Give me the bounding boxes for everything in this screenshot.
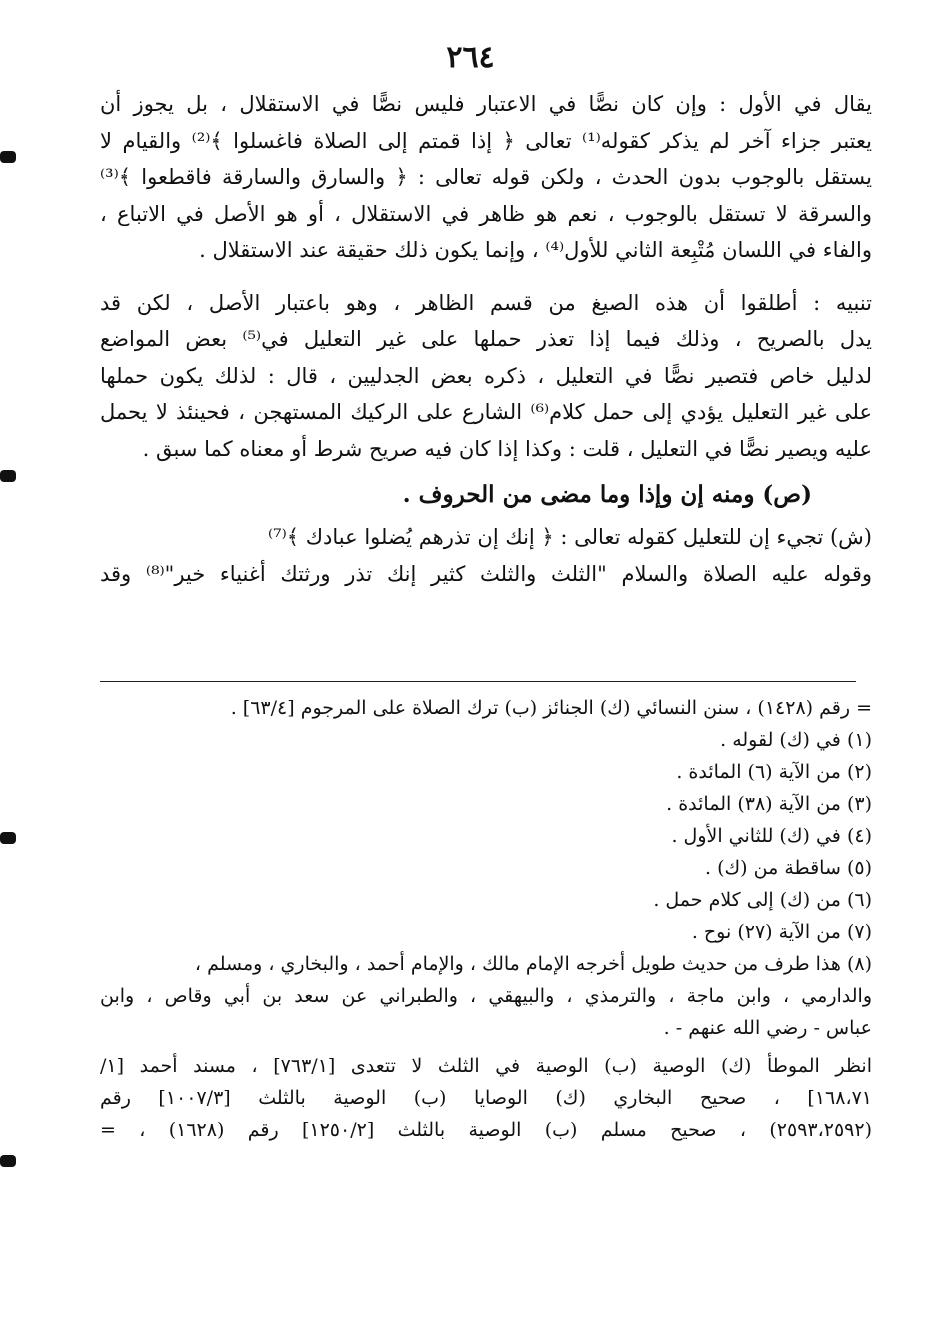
footnote-item bbox=[100, 884, 872, 916]
footnote-8-body bbox=[100, 980, 872, 1146]
text-line: عليه ويصير نصًّا في التعليل ، قلت : وكذا إذا كان فيه صريح شرط أو معناه كما سبق . bbox=[142, 436, 872, 461]
text-line: يستقل بالوجوب بدون الحدث ، ولكن قوله تعالى : ﴿ والسارق والسارقة فاقطعوا ﴾⁽³⁾ bbox=[100, 165, 872, 189]
footnote-number: (٢) bbox=[846, 761, 872, 783]
footnote-text: من (ك) إلى كلام حمل . bbox=[653, 889, 841, 911]
footnote-item bbox=[100, 852, 872, 884]
scan-binding-mark bbox=[0, 470, 16, 482]
footnote-line: عباس - رضي الله عنهم - . bbox=[663, 1017, 872, 1039]
footnote-8 bbox=[100, 948, 872, 1146]
text-line: يقال في الأول : وإن كان نصًّا في الاعتبار فليس نصًّا في الاستقلال ، بل يجوز أن bbox=[100, 92, 872, 116]
text-line: والسرقة لا تستقل بالوجوب ، نعم هو ظاهر في الاستقلال ، أو هو الأصل في الاتباع ، bbox=[100, 201, 872, 226]
footnote-ref-line: انظر الموطأ (ك) الوصية (ب) الوصية في الثلث لا تتعدى [٧٦٣/١] ، مسند أحمد [١/ bbox=[100, 1055, 872, 1077]
scan-binding-mark bbox=[0, 832, 16, 844]
footnote-number: (٣) bbox=[846, 793, 872, 815]
footnote-item bbox=[100, 756, 872, 788]
footnote-text: من الآية (٢٧) نوح . bbox=[691, 921, 841, 943]
page-number: ٢٦٤ bbox=[446, 40, 495, 75]
footnote-text: من الآية (٣٨) المائدة . bbox=[666, 793, 841, 815]
paragraph-3 bbox=[100, 519, 872, 592]
paragraph-2-tanbih bbox=[100, 285, 872, 468]
footnote-number: (١) bbox=[846, 729, 872, 751]
main-text bbox=[100, 86, 872, 592]
text-line: وقوله عليه الصلاة والسلام "الثلث والثلث كثير إنك تذر ورثتك أغنياء خير"⁽⁸⁾ وقد bbox=[100, 561, 873, 586]
footnote-continuation: = رقم (١٤٢٨) ، سنن النسائي (ك) الجنائز (ب) ترك الصلاة على المرجوم [٦٣/٤] . bbox=[230, 697, 872, 719]
footnote-number: (٤) bbox=[846, 825, 872, 847]
footnote-number: (٨) bbox=[846, 953, 872, 975]
scan-binding-mark bbox=[0, 1155, 16, 1167]
text-line: يدل بالصريح ، وذلك فيما إذا تعذر حملها على غير التعليل في⁽⁵⁾ بعض المواضع bbox=[100, 327, 872, 351]
footnote-ref-line: ١٦٨،٧١] ، صحيح البخاري (ك) الوصايا (ب) الوصية بالثلث [١٠٠٧/٣] رقم bbox=[100, 1087, 872, 1109]
paragraph-1 bbox=[100, 86, 872, 269]
footnote-number: (٥) bbox=[846, 857, 872, 879]
text-line: على غير التعليل يؤدي إلى حمل كلام⁽⁶⁾ الشارع على الركيك المستهجن ، فحينئذ لا يحمل bbox=[100, 400, 872, 424]
footnote-text: في (ك) لقوله . bbox=[720, 729, 841, 751]
text-line: لدليل خاص فتصير نصًّا في التعليل ، ذكره بعض الجدليين ، قال : لذلك يكون حملها bbox=[100, 363, 872, 388]
footnote-ref-line: (٢٥٩٣،٢٥٩٢) ، صحيح مسلم (ب) الوصية بالثلث [١٢٥٠/٢] رقم (١٦٢٨) ، = bbox=[100, 1119, 872, 1141]
footnote-separator bbox=[100, 681, 856, 682]
footnote-item bbox=[100, 788, 872, 820]
text-line: (ش) تجيء إن للتعليل كقوله تعالى : ﴿ إنك إن تذرهم يُضلوا عبادك ﴾⁽⁷⁾ bbox=[268, 525, 872, 549]
footnote-text: ساقطة من (ك) . bbox=[705, 857, 841, 879]
footnote-text: هذا طرف من حديث طويل أخرجه الإمام مالك ، والإمام أحمد ، والبخاري ، ومسلم ، bbox=[194, 953, 841, 975]
text-line: يعتبر جزاء آخر لم يذكر كقوله⁽¹⁾ تعالى ﴿ إذا قمتم إلى الصلاة فاغسلوا ﴾⁽²⁾ والقيام لا bbox=[100, 128, 872, 153]
footnote-line: والدارمي ، وابن ماجة ، والترمذي ، والبيهقي ، والطبراني عن سعد بن أبي وقاص ، وابن bbox=[100, 985, 872, 1007]
section-heading: (ص) ومنه إن وإذا وما مضى من الحروف . bbox=[402, 481, 812, 508]
footnotes bbox=[100, 692, 872, 1146]
scan-binding-mark bbox=[0, 151, 16, 163]
footnote-text: في (ك) للثاني الأول . bbox=[671, 825, 841, 847]
footnote-item bbox=[100, 724, 872, 756]
footnote-item bbox=[100, 820, 872, 852]
footnote-item bbox=[100, 916, 872, 948]
footnote-text: من الآية (٦) المائدة . bbox=[676, 761, 841, 783]
footnote-number: (٧) bbox=[846, 921, 872, 943]
footnote-number: (٦) bbox=[846, 889, 872, 911]
text-line: والفاء في اللسان مُتْبِعة الثاني للأول⁽⁴⁾ ، وإنما يكون ذلك حقيقة عند الاستقلال . bbox=[199, 238, 872, 262]
text-line: تنبيه : أطلقوا أن هذه الصيغ من قسم الظاهر ، وهو باعتبار الأصل ، لكن قد bbox=[100, 290, 872, 315]
footnote-item bbox=[100, 948, 872, 980]
paragraph-gap bbox=[100, 269, 872, 285]
